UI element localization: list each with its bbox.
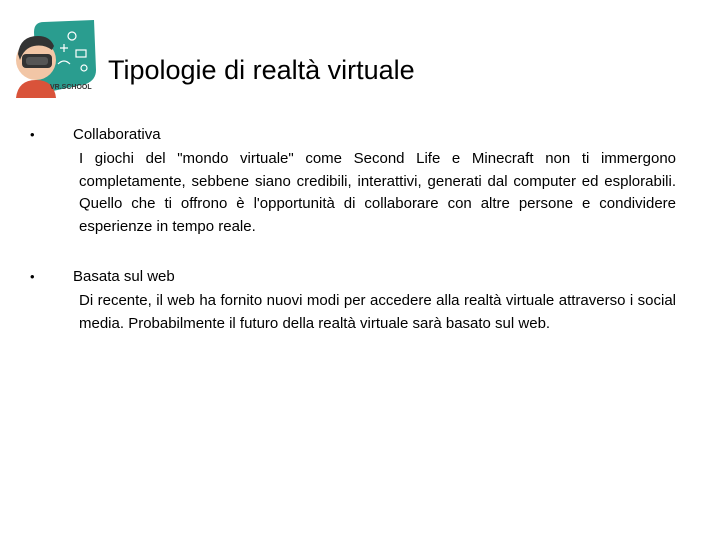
- bullet: •: [30, 127, 35, 142]
- slide-title: Tipologie di realtà virtuale: [108, 55, 415, 85]
- logo-text: VR.SCHOOL: [50, 84, 92, 91]
- item-text: I giochi del "mondo virtuale" come Second Life e Minecraft non ti immergono completamente, sebbene siano credibili, interattivi, generati dal computer ed esplorabili. Quello che ti offrono è l'opportunità di collaborare con altre persone e condividere esperienze in tempo reale.: [79, 150, 676, 235]
- vr-school-logo-icon: [14, 18, 98, 98]
- item-heading: Basata sul web: [73, 268, 175, 285]
- item-text: Di recente, il web ha fornito nuovi modi per accedere alla realtà virtuale attraverso i social media. Probabilmente il futuro della realtà virtuale sarà basato sul web.: [79, 292, 676, 332]
- bullet: •: [30, 269, 35, 284]
- logo-graphic: [14, 18, 98, 98]
- item-heading: Collaborativa: [73, 126, 161, 143]
